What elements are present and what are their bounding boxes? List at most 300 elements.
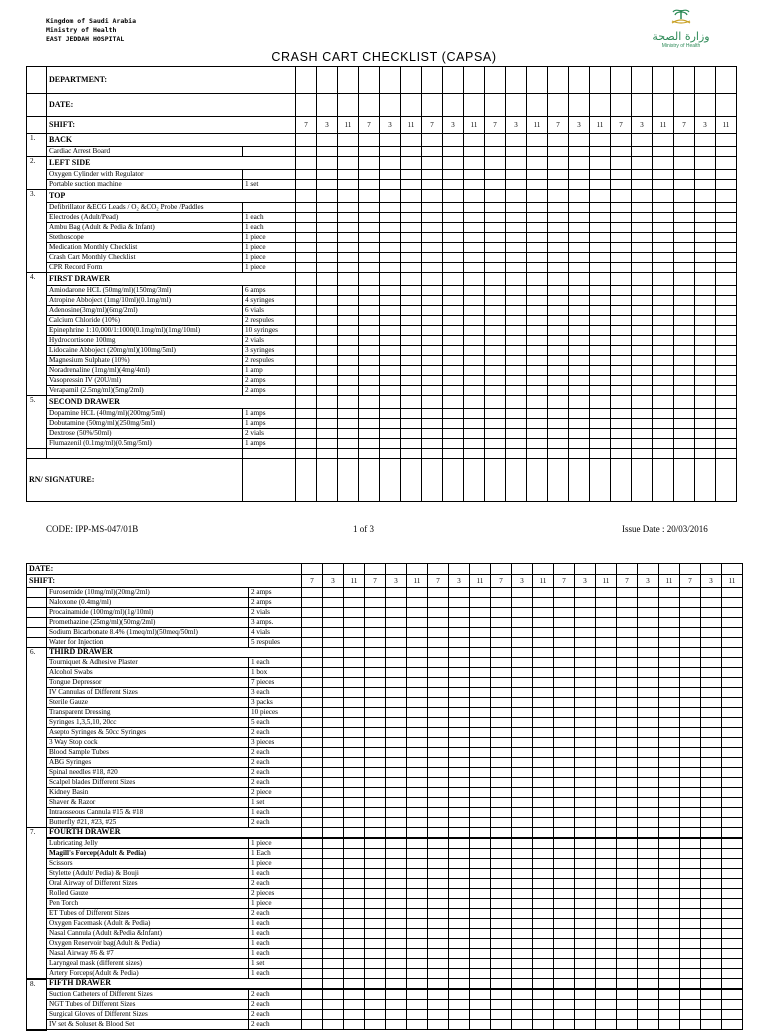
shift-check-cell[interactable]	[506, 386, 527, 396]
shift-check-cell[interactable]	[344, 859, 365, 869]
shift-check-cell[interactable]	[659, 768, 680, 778]
shift-check-cell[interactable]	[422, 356, 443, 366]
shift-check-cell[interactable]	[575, 1010, 596, 1020]
shift-check-cell[interactable]	[407, 678, 428, 688]
shift-check-cell[interactable]	[344, 1000, 365, 1010]
shift-check-cell[interactable]	[617, 1000, 638, 1010]
shift-check-cell[interactable]	[359, 419, 380, 429]
shift-check-cell[interactable]	[407, 638, 428, 648]
shift-check-cell[interactable]	[470, 598, 491, 608]
shift-check-cell[interactable]	[596, 859, 617, 869]
shift-check-cell[interactable]	[680, 969, 701, 979]
shift-check-cell[interactable]	[653, 386, 674, 396]
shift-check-cell[interactable]	[407, 748, 428, 758]
shift-check-cell[interactable]	[422, 170, 443, 180]
shift-check-cell[interactable]	[722, 808, 743, 818]
shift-check-cell[interactable]	[701, 708, 722, 718]
shift-check-cell[interactable]	[359, 409, 380, 419]
shift-check-cell[interactable]	[554, 778, 575, 788]
shift-check-cell[interactable]	[470, 608, 491, 618]
shift-check-cell[interactable]	[617, 718, 638, 728]
shift-check-cell[interactable]	[338, 306, 359, 316]
shift-check-cell[interactable]	[653, 419, 674, 429]
shift-check-cell[interactable]	[386, 889, 407, 899]
shift-check-cell[interactable]	[344, 828, 365, 839]
shift-check-cell[interactable]	[575, 939, 596, 949]
shift-check-cell[interactable]	[716, 233, 737, 243]
shift-check-cell[interactable]	[722, 1010, 743, 1020]
shift-check-cell[interactable]	[422, 306, 443, 316]
shift-check-cell[interactable]	[590, 180, 611, 190]
shift-check-cell[interactable]	[365, 638, 386, 648]
shift-check-cell[interactable]	[449, 748, 470, 758]
shift-check-cell[interactable]	[659, 989, 680, 1000]
shift-check-cell[interactable]	[653, 273, 674, 286]
shift-check-cell[interactable]	[443, 296, 464, 306]
shift-check-cell[interactable]	[674, 134, 695, 147]
shift-check-cell[interactable]	[701, 564, 722, 575]
shift-check-cell[interactable]	[512, 564, 533, 575]
shift-check-cell[interactable]	[302, 1020, 323, 1030]
shift-check-cell[interactable]	[680, 1000, 701, 1010]
shift-check-cell[interactable]	[617, 748, 638, 758]
shift-check-cell[interactable]	[695, 157, 716, 170]
shift-check-cell[interactable]	[527, 286, 548, 296]
shift-check-cell[interactable]	[401, 396, 422, 409]
shift-check-cell[interactable]	[386, 778, 407, 788]
shift-check-cell[interactable]	[716, 213, 737, 223]
shift-check-cell[interactable]	[722, 818, 743, 828]
shift-check-cell[interactable]	[428, 808, 449, 818]
shift-check-cell[interactable]	[548, 316, 569, 326]
shift-check-cell[interactable]	[695, 366, 716, 376]
shift-check-cell[interactable]	[701, 728, 722, 738]
shift-check-cell[interactable]	[401, 213, 422, 223]
shift-check-cell[interactable]	[722, 859, 743, 869]
shift-check-cell[interactable]	[596, 818, 617, 828]
shift-check-cell[interactable]	[596, 919, 617, 929]
shift-check-cell[interactable]	[569, 439, 590, 449]
shift-check-cell[interactable]	[548, 203, 569, 213]
shift-check-cell[interactable]	[428, 929, 449, 939]
shift-check-cell[interactable]	[674, 439, 695, 449]
shift-check-cell[interactable]	[302, 919, 323, 929]
shift-check-cell[interactable]	[638, 889, 659, 899]
shift-check-cell[interactable]	[632, 233, 653, 243]
shift-check-cell[interactable]	[674, 213, 695, 223]
shift-check-cell[interactable]	[344, 909, 365, 919]
shift-check-cell[interactable]	[344, 688, 365, 698]
shift-check-cell[interactable]	[674, 449, 695, 459]
shift-check-cell[interactable]	[680, 979, 701, 990]
shift-check-cell[interactable]	[695, 409, 716, 419]
shift-check-cell[interactable]	[359, 190, 380, 203]
shift-check-cell[interactable]	[512, 919, 533, 929]
shift-check-cell[interactable]	[491, 929, 512, 939]
shift-check-cell[interactable]	[596, 949, 617, 959]
shift-check-cell[interactable]	[695, 94, 716, 117]
shift-check-cell[interactable]	[344, 879, 365, 889]
shift-check-cell[interactable]	[674, 459, 695, 502]
shift-check-cell[interactable]	[506, 376, 527, 386]
shift-check-cell[interactable]	[611, 147, 632, 157]
shift-check-cell[interactable]	[596, 849, 617, 859]
shift-check-cell[interactable]	[611, 336, 632, 346]
shift-check-cell[interactable]	[506, 429, 527, 439]
shift-check-cell[interactable]	[512, 718, 533, 728]
shift-check-cell[interactable]	[344, 969, 365, 979]
shift-check-cell[interactable]	[449, 969, 470, 979]
shift-check-cell[interactable]	[611, 233, 632, 243]
shift-check-cell[interactable]	[527, 366, 548, 376]
shift-check-cell[interactable]	[422, 273, 443, 286]
shift-check-cell[interactable]	[317, 147, 338, 157]
shift-check-cell[interactable]	[674, 386, 695, 396]
shift-check-cell[interactable]	[554, 959, 575, 969]
shift-check-cell[interactable]	[575, 608, 596, 618]
shift-check-cell[interactable]	[422, 336, 443, 346]
shift-check-cell[interactable]	[344, 698, 365, 708]
shift-check-cell[interactable]	[386, 628, 407, 638]
shift-check-cell[interactable]	[533, 588, 554, 598]
shift-check-cell[interactable]	[338, 336, 359, 346]
shift-check-cell[interactable]	[653, 346, 674, 356]
shift-check-cell[interactable]	[638, 564, 659, 575]
shift-check-cell[interactable]	[617, 698, 638, 708]
shift-check-cell[interactable]	[428, 969, 449, 979]
shift-check-cell[interactable]	[344, 708, 365, 718]
shift-check-cell[interactable]	[365, 598, 386, 608]
shift-check-cell[interactable]	[317, 336, 338, 346]
shift-check-cell[interactable]	[386, 919, 407, 929]
shift-check-cell[interactable]	[575, 869, 596, 879]
shift-check-cell[interactable]	[653, 157, 674, 170]
shift-check-cell[interactable]	[653, 336, 674, 346]
shift-check-cell[interactable]	[302, 808, 323, 818]
shift-check-cell[interactable]	[575, 919, 596, 929]
shift-check-cell[interactable]	[659, 668, 680, 678]
shift-check-cell[interactable]	[653, 94, 674, 117]
shift-check-cell[interactable]	[695, 67, 716, 94]
shift-check-cell[interactable]	[449, 889, 470, 899]
shift-check-cell[interactable]	[659, 849, 680, 859]
shift-check-cell[interactable]	[365, 899, 386, 909]
shift-check-cell[interactable]	[596, 598, 617, 608]
shift-check-cell[interactable]	[680, 758, 701, 768]
shift-check-cell[interactable]	[617, 959, 638, 969]
shift-check-cell[interactable]	[548, 296, 569, 306]
shift-check-cell[interactable]	[659, 818, 680, 828]
shift-check-cell[interactable]	[632, 190, 653, 203]
shift-check-cell[interactable]	[380, 263, 401, 273]
shift-check-cell[interactable]	[302, 638, 323, 648]
shift-check-cell[interactable]	[302, 828, 323, 839]
shift-check-cell[interactable]	[449, 989, 470, 1000]
shift-check-cell[interactable]	[359, 459, 380, 502]
shift-check-cell[interactable]	[470, 688, 491, 698]
shift-check-cell[interactable]	[659, 708, 680, 718]
shift-check-cell[interactable]	[428, 959, 449, 969]
shift-check-cell[interactable]	[443, 449, 464, 459]
shift-check-cell[interactable]	[596, 1020, 617, 1030]
shift-check-cell[interactable]	[449, 859, 470, 869]
shift-check-cell[interactable]	[491, 788, 512, 798]
shift-check-cell[interactable]	[701, 718, 722, 728]
shift-check-cell[interactable]	[722, 919, 743, 929]
shift-check-cell[interactable]	[470, 929, 491, 939]
shift-check-cell[interactable]	[296, 213, 317, 223]
shift-check-cell[interactable]	[359, 286, 380, 296]
shift-check-cell[interactable]	[470, 989, 491, 1000]
shift-check-cell[interactable]	[533, 798, 554, 808]
shift-check-cell[interactable]	[617, 818, 638, 828]
shift-check-cell[interactable]	[554, 648, 575, 658]
shift-check-cell[interactable]	[386, 838, 407, 849]
shift-check-cell[interactable]	[344, 608, 365, 618]
shift-check-cell[interactable]	[449, 1020, 470, 1030]
shift-check-cell[interactable]	[470, 889, 491, 899]
shift-check-cell[interactable]	[428, 949, 449, 959]
shift-check-cell[interactable]	[533, 939, 554, 949]
shift-check-cell[interactable]	[386, 678, 407, 688]
shift-check-cell[interactable]	[674, 429, 695, 439]
shift-check-cell[interactable]	[344, 949, 365, 959]
shift-check-cell[interactable]	[512, 969, 533, 979]
shift-check-cell[interactable]	[470, 879, 491, 889]
shift-check-cell[interactable]	[533, 618, 554, 628]
shift-check-cell[interactable]	[722, 838, 743, 849]
shift-check-cell[interactable]	[401, 67, 422, 94]
shift-check-cell[interactable]	[596, 748, 617, 758]
shift-check-cell[interactable]	[554, 879, 575, 889]
shift-check-cell[interactable]	[611, 419, 632, 429]
shift-check-cell[interactable]	[701, 949, 722, 959]
shift-check-cell[interactable]	[359, 316, 380, 326]
shift-check-cell[interactable]	[575, 949, 596, 959]
shift-check-cell[interactable]	[386, 869, 407, 879]
shift-check-cell[interactable]	[365, 859, 386, 869]
shift-check-cell[interactable]	[386, 598, 407, 608]
shift-check-cell[interactable]	[443, 356, 464, 366]
shift-check-cell[interactable]	[674, 157, 695, 170]
shift-check-cell[interactable]	[344, 728, 365, 738]
shift-check-cell[interactable]	[617, 648, 638, 658]
shift-check-cell[interactable]	[659, 969, 680, 979]
shift-check-cell[interactable]	[674, 190, 695, 203]
shift-check-cell[interactable]	[296, 233, 317, 243]
shift-check-cell[interactable]	[359, 203, 380, 213]
shift-check-cell[interactable]	[569, 419, 590, 429]
shift-check-cell[interactable]	[701, 899, 722, 909]
shift-check-cell[interactable]	[443, 316, 464, 326]
shift-check-cell[interactable]	[428, 628, 449, 638]
shift-check-cell[interactable]	[344, 919, 365, 929]
shift-check-cell[interactable]	[611, 263, 632, 273]
shift-check-cell[interactable]	[554, 678, 575, 688]
shift-check-cell[interactable]	[344, 869, 365, 879]
shift-check-cell[interactable]	[596, 798, 617, 808]
shift-check-cell[interactable]	[338, 366, 359, 376]
shift-check-cell[interactable]	[443, 326, 464, 336]
shift-check-cell[interactable]	[554, 808, 575, 818]
shift-check-cell[interactable]	[716, 326, 737, 336]
shift-check-cell[interactable]	[569, 134, 590, 147]
shift-check-cell[interactable]	[548, 157, 569, 170]
shift-check-cell[interactable]	[701, 1020, 722, 1030]
shift-check-cell[interactable]	[533, 638, 554, 648]
shift-check-cell[interactable]	[359, 366, 380, 376]
shift-check-cell[interactable]	[365, 1010, 386, 1020]
shift-check-cell[interactable]	[296, 180, 317, 190]
shift-check-cell[interactable]	[548, 223, 569, 233]
shift-check-cell[interactable]	[722, 608, 743, 618]
shift-check-cell[interactable]	[632, 396, 653, 409]
shift-check-cell[interactable]	[443, 157, 464, 170]
shift-check-cell[interactable]	[554, 628, 575, 638]
shift-check-cell[interactable]	[512, 628, 533, 638]
shift-check-cell[interactable]	[422, 409, 443, 419]
shift-check-cell[interactable]	[575, 688, 596, 698]
shift-check-cell[interactable]	[527, 459, 548, 502]
shift-check-cell[interactable]	[575, 648, 596, 658]
shift-check-cell[interactable]	[617, 588, 638, 598]
shift-check-cell[interactable]	[380, 147, 401, 157]
shift-check-cell[interactable]	[365, 879, 386, 889]
shift-check-cell[interactable]	[323, 564, 344, 575]
shift-check-cell[interactable]	[695, 346, 716, 356]
shift-check-cell[interactable]	[407, 828, 428, 839]
shift-check-cell[interactable]	[596, 909, 617, 919]
shift-check-cell[interactable]	[464, 134, 485, 147]
shift-check-cell[interactable]	[533, 1020, 554, 1030]
shift-check-cell[interactable]	[344, 598, 365, 608]
shift-check-cell[interactable]	[638, 909, 659, 919]
shift-check-cell[interactable]	[449, 628, 470, 638]
shift-check-cell[interactable]	[590, 306, 611, 316]
shift-check-cell[interactable]	[428, 838, 449, 849]
shift-check-cell[interactable]	[407, 788, 428, 798]
shift-check-cell[interactable]	[632, 223, 653, 233]
shift-check-cell[interactable]	[359, 253, 380, 263]
shift-check-cell[interactable]	[464, 223, 485, 233]
shift-check-cell[interactable]	[611, 180, 632, 190]
shift-check-cell[interactable]	[674, 296, 695, 306]
shift-check-cell[interactable]	[554, 889, 575, 899]
shift-check-cell[interactable]	[695, 439, 716, 449]
shift-check-cell[interactable]	[716, 296, 737, 306]
shift-check-cell[interactable]	[428, 648, 449, 658]
shift-check-cell[interactable]	[632, 366, 653, 376]
shift-check-cell[interactable]	[422, 203, 443, 213]
shift-check-cell[interactable]	[422, 316, 443, 326]
shift-check-cell[interactable]	[506, 233, 527, 243]
shift-check-cell[interactable]	[653, 376, 674, 386]
shift-check-cell[interactable]	[674, 233, 695, 243]
shift-check-cell[interactable]	[512, 909, 533, 919]
shift-check-cell[interactable]	[533, 929, 554, 939]
shift-check-cell[interactable]	[653, 170, 674, 180]
shift-check-cell[interactable]	[638, 598, 659, 608]
shift-check-cell[interactable]	[359, 170, 380, 180]
shift-check-cell[interactable]	[344, 889, 365, 899]
shift-check-cell[interactable]	[428, 1000, 449, 1010]
shift-check-cell[interactable]	[632, 419, 653, 429]
shift-check-cell[interactable]	[512, 588, 533, 598]
shift-check-cell[interactable]	[611, 306, 632, 316]
shift-check-cell[interactable]	[491, 889, 512, 899]
shift-check-cell[interactable]	[512, 618, 533, 628]
shift-check-cell[interactable]	[302, 608, 323, 618]
shift-check-cell[interactable]	[554, 1010, 575, 1020]
shift-check-cell[interactable]	[596, 608, 617, 618]
shift-check-cell[interactable]	[365, 728, 386, 738]
shift-check-cell[interactable]	[365, 818, 386, 828]
shift-check-cell[interactable]	[302, 798, 323, 808]
shift-check-cell[interactable]	[638, 618, 659, 628]
shift-check-cell[interactable]	[296, 326, 317, 336]
shift-check-cell[interactable]	[653, 203, 674, 213]
shift-check-cell[interactable]	[533, 758, 554, 768]
shift-check-cell[interactable]	[527, 326, 548, 336]
shift-check-cell[interactable]	[533, 838, 554, 849]
shift-check-cell[interactable]	[464, 273, 485, 286]
shift-check-cell[interactable]	[632, 273, 653, 286]
shift-check-cell[interactable]	[386, 1010, 407, 1020]
shift-check-cell[interactable]	[380, 233, 401, 243]
shift-check-cell[interactable]	[422, 326, 443, 336]
shift-check-cell[interactable]	[401, 336, 422, 346]
shift-check-cell[interactable]	[401, 449, 422, 459]
shift-check-cell[interactable]	[716, 449, 737, 459]
shift-check-cell[interactable]	[428, 638, 449, 648]
shift-check-cell[interactable]	[590, 233, 611, 243]
shift-check-cell[interactable]	[428, 688, 449, 698]
shift-check-cell[interactable]	[611, 170, 632, 180]
shift-check-cell[interactable]	[422, 396, 443, 409]
shift-check-cell[interactable]	[674, 419, 695, 429]
shift-check-cell[interactable]	[701, 648, 722, 658]
shift-check-cell[interactable]	[443, 306, 464, 316]
shift-check-cell[interactable]	[653, 459, 674, 502]
shift-check-cell[interactable]	[554, 748, 575, 758]
shift-check-cell[interactable]	[701, 688, 722, 698]
shift-check-cell[interactable]	[596, 828, 617, 839]
shift-check-cell[interactable]	[533, 678, 554, 688]
shift-check-cell[interactable]	[554, 798, 575, 808]
shift-check-cell[interactable]	[554, 688, 575, 698]
shift-check-cell[interactable]	[302, 989, 323, 1000]
shift-check-cell[interactable]	[491, 598, 512, 608]
shift-check-cell[interactable]	[533, 1010, 554, 1020]
shift-check-cell[interactable]	[428, 879, 449, 889]
shift-check-cell[interactable]	[323, 598, 344, 608]
shift-check-cell[interactable]	[380, 190, 401, 203]
shift-check-cell[interactable]	[695, 306, 716, 316]
shift-check-cell[interactable]	[701, 678, 722, 688]
shift-check-cell[interactable]	[323, 768, 344, 778]
shift-check-cell[interactable]	[632, 409, 653, 419]
shift-check-cell[interactable]	[716, 190, 737, 203]
shift-check-cell[interactable]	[674, 366, 695, 376]
shift-check-cell[interactable]	[533, 628, 554, 638]
shift-check-cell[interactable]	[590, 253, 611, 263]
shift-check-cell[interactable]	[638, 1000, 659, 1010]
shift-check-cell[interactable]	[380, 439, 401, 449]
shift-check-cell[interactable]	[548, 213, 569, 223]
shift-check-cell[interactable]	[302, 728, 323, 738]
shift-check-cell[interactable]	[365, 618, 386, 628]
shift-check-cell[interactable]	[695, 429, 716, 439]
